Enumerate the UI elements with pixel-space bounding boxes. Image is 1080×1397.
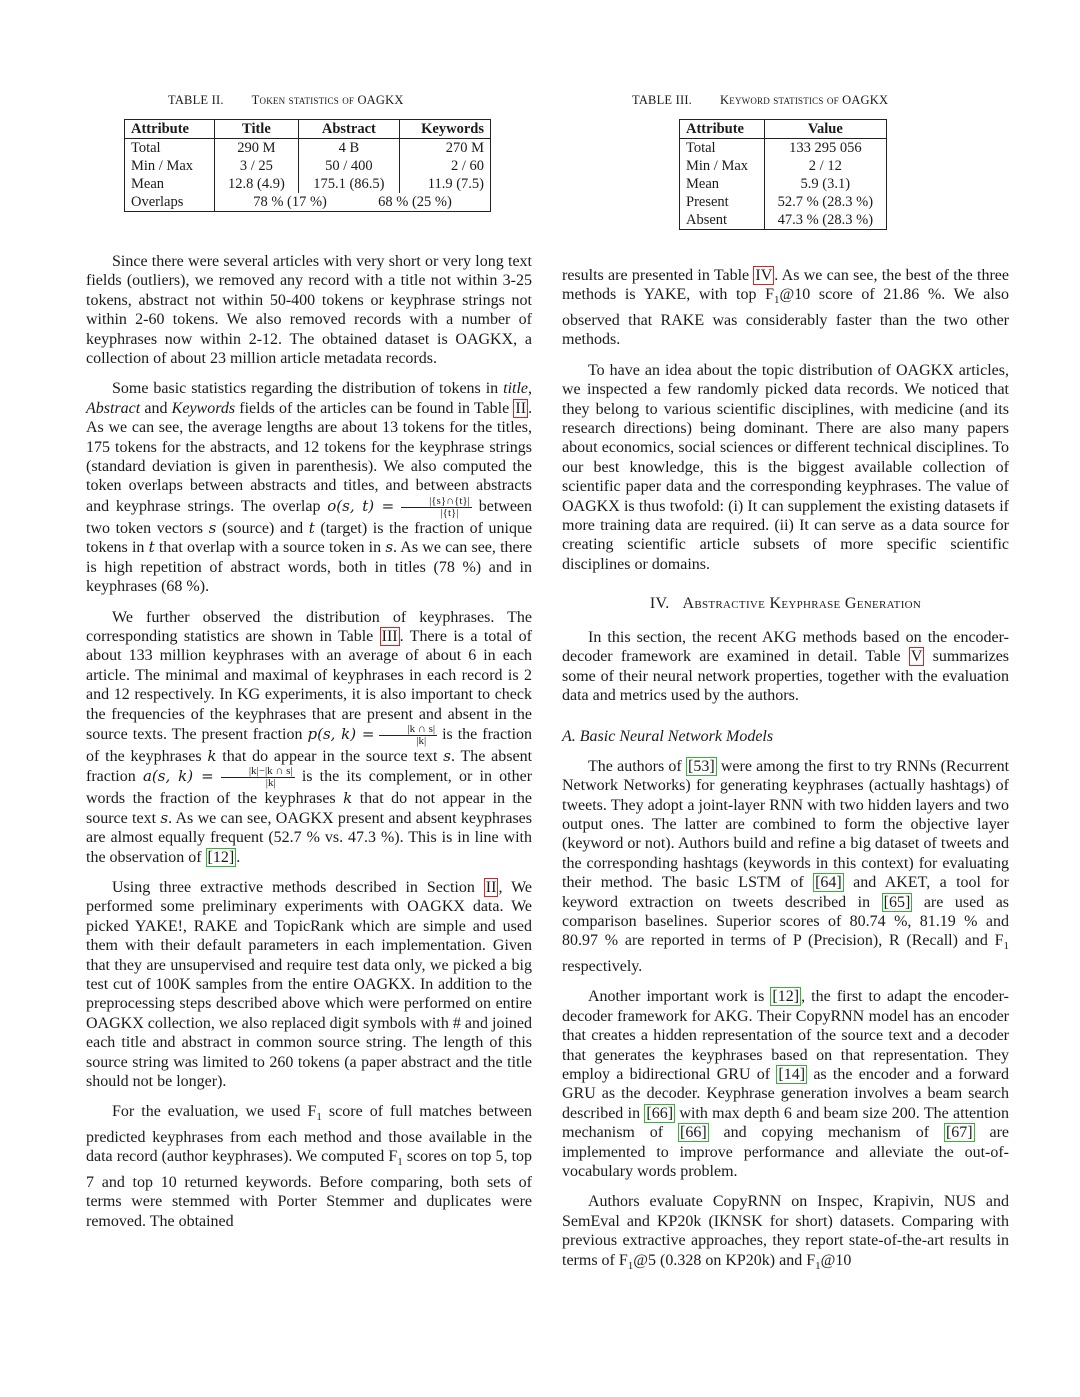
table2 bbox=[124, 119, 491, 212]
table-cell: Total bbox=[125, 139, 215, 158]
table-row bbox=[125, 139, 491, 158]
citation-link[interactable]: [67] bbox=[945, 1124, 973, 1142]
table-row bbox=[125, 157, 491, 175]
paragraph: results are presented in Table IV . As we can see, the best of the three methods is YAKE, with top $F_1@10$ score of 21.86 %. We also observed that RAKE was considerably faster than the two other methods. bbox=[562, 267, 1010, 349]
table2-caption bbox=[168, 93, 404, 108]
table-cell: 175.1 (86.5) bbox=[298, 175, 399, 193]
paragraph: Another important work is [12] , the first to adapt the encoder-decoder framework for AKG. Their CopyRNN model has an encoder that creates a hidden representation of the source text and a decoder that generates the keyphrases based on that representation. They employ a bidirectional GRU of [14] as the encoder and a forward GRU as the decoder. Keyphrase generation involves a beam search described in [66] with max depth 6 and beam size 200. The attention mechanism of [66] and copying mechanism of [67] are implemented to improve performance and alleviate the out-of-vocabulary words problem. bbox=[562, 988, 1010, 1181]
citation-link[interactable]: [12] bbox=[772, 988, 800, 1006]
table-header-row bbox=[125, 120, 491, 139]
table-cell: 2 / 12 bbox=[764, 157, 886, 175]
paragraph: In this section, the recent AKG methods based on the encoder-decoder framework are examined in detail. Table V summarizes some of their neural network properties, together with the evaluation data and metrics used by the authors. bbox=[562, 628, 1010, 704]
table-row bbox=[680, 157, 887, 175]
subsection-heading: A. Basic Neural Network Models bbox=[562, 728, 774, 746]
table-cell: Min / Max bbox=[125, 157, 215, 175]
table-ref-link[interactable]: II bbox=[515, 399, 527, 417]
table3-label: TABLE III. bbox=[632, 93, 693, 107]
table-cell: Overlaps bbox=[125, 193, 215, 212]
table-ref-link[interactable]: III bbox=[381, 627, 398, 645]
table-cell: 52.7 % (28.3 %) bbox=[764, 193, 886, 211]
table-cell: 4 B bbox=[298, 139, 399, 158]
section-ref-link[interactable]: II bbox=[485, 878, 497, 896]
table3-caption bbox=[632, 93, 888, 108]
table-cell-overlaps bbox=[215, 193, 491, 212]
citation-link[interactable]: [12] bbox=[207, 848, 235, 866]
table-cell: 290 M bbox=[215, 139, 299, 158]
paragraph: Some basic statistics regarding the distribution of tokens in title, Abstract and Keywords fields of the articles can be found in Table II . As we can see, the average lengths are about 13 tokens for the titles, 175 tokens for the abstracts, and 12 tokens for the keyphrase strings (standard deviation is given in parenthesis). We also computed the token overlaps between abstracts and titles, and between abstracts and keyphrase strings. The overlap o(s, t) = $\frac{|\{s\}\cap\{t\}|}{|\{t\}|}$ between two token vectors s (source) and t (target) is the fraction of unique tokens in t that overlap with a source token in s. As we can see, there is high repetition of abstract words, both in titles (78 %) and in keyphrases (68 %). bbox=[86, 380, 533, 596]
citation-link[interactable]: [66] bbox=[679, 1124, 707, 1142]
paragraph: Since there were several articles with very short or very long text fields (outliers), we removed any record with a title not within 3-25 tokens, abstract not within 50-400 tokens or keyphrase strings not within 2-60 tokens. We also removed records with a number of keyphrases now within 2-12. The obtained dataset is OAGKX, a collection of about 23 million article metadata records. bbox=[86, 253, 532, 368]
table-cell: 12.8 (4.9) bbox=[215, 175, 299, 193]
table-cell: 2 / 60 bbox=[399, 157, 490, 175]
table2-title: Token statistics of OAGKX bbox=[251, 93, 404, 107]
overlap-title-value: 78 % (17 %) bbox=[253, 194, 327, 210]
citation-link[interactable]: [53] bbox=[687, 757, 715, 775]
citation-link[interactable]: [65] bbox=[883, 893, 911, 911]
table-row bbox=[680, 193, 887, 211]
left-column bbox=[86, 252, 532, 1242]
overlap-fraction: $\frac{|\{s\}\cap\{t\}|}{|\{t\}|}$ bbox=[401, 496, 472, 519]
table-cell: Mean bbox=[680, 175, 765, 193]
paragraph: For the evaluation, we used $F_1$ score of full matches between predicted keyphrases from each method and those available in the data record (author keyphrases). We computed $F_1$ scores on top 5, top 7 and top 10 returned keywords. Before comparing, both sets of terms were stemmed with Porter Stemmer and duplicates were removed. The obtained bbox=[86, 1103, 533, 1230]
table-row bbox=[125, 175, 491, 193]
table-cell: 5.9 (3.1) bbox=[764, 175, 886, 193]
paragraph: We further observed the distribution of keyphrases. The corresponding statistics are shown in Table III . There is a total of about 133 million keyphrases with an average of about 6 in each article. The minimal and maximal of keyphrases in each record is 2 and 12 respectively. In KG experiments, it is also important to check the frequencies of the keyphrases that are present and absent in the source texts. The present fraction p(s, k) = $\frac{|k \cap s|}{|k|}$ is the fraction of the keyphrases k that do appear in the source text s. The absent fraction a(s, k) = $\frac{|k|-|k \cap s|}{|k|}$ is the its complement, or in other words the fraction of the keyphrases k that do not appear in the source text s. As we can see, OAGKX present and absent keyphrases are almost equally frequent (52.7 % vs. 47.3 %). This is in line with the observation of [12] . bbox=[86, 608, 533, 866]
citation-link[interactable]: [64] bbox=[815, 874, 842, 892]
table-cell: 133 295 056 bbox=[764, 139, 886, 158]
right-column bbox=[562, 266, 1009, 1287]
section-heading: IV. Abstractive Keyphrase Generation bbox=[649, 595, 922, 613]
table-ref-link[interactable]: IV bbox=[755, 267, 773, 284]
present-fraction: $\frac{|k \cap s|}{|k|}$ bbox=[379, 724, 437, 747]
table-header: Attribute bbox=[125, 120, 215, 139]
absent-fraction: $\frac{|k|-|k \cap s|}{|k|}$ bbox=[221, 766, 295, 789]
citation-link[interactable]: [66] bbox=[646, 1104, 674, 1122]
table-cell: 3 / 25 bbox=[215, 157, 299, 175]
table-ref-link[interactable]: V bbox=[910, 648, 923, 666]
table-cell: Present bbox=[680, 193, 765, 211]
table-row bbox=[680, 211, 887, 230]
table-cell: Total bbox=[680, 139, 765, 158]
table3 bbox=[679, 119, 887, 230]
overlap-keywords-value: 68 % (25 %) bbox=[378, 194, 452, 210]
table-cell: Absent bbox=[680, 211, 765, 230]
table-header: Value bbox=[764, 120, 886, 139]
table-cell: Min / Max bbox=[680, 157, 765, 175]
citation-link[interactable]: [14] bbox=[778, 1066, 806, 1083]
table-cell: 11.9 (7.5) bbox=[399, 175, 490, 193]
table-cell: Mean bbox=[125, 175, 215, 193]
paragraph: Using three extractive methods described in Section II , We performed some preliminary experiments with OAGKX data. We picked YAKE!, RAKE and TopicRank which are simple and used them with their default parameters in each implementation. Given that they are unsupervised and require test data only, we picked a big test cut of 100K samples from the entire OAGKX. In addition to the preprocessing steps described above which were performed on entire OAGKX collection, we also replaced digit symbols with # and joined each title and abstract in common source string. The length of this source string was limited to 260 tokens (a paper abstract and the title should not be longer). bbox=[86, 878, 533, 1091]
paragraph: The authors of [53] were among the first to try RNNs (Recurrent Network Networks) for generating keyphrases (actually hashtags) of tweets. They adopt a joint-layer RNN with two hidden layers and two output ones. The latter are combined to form the objective layer (keyword or not). Authors build and refine a big dataset of tweets and the corresponding hashtags (keywords in this context) for evaluating their method. The basic LSTM of [64] and AKET, a tool for keyword extraction on tweets described in [65] are used as comparison baselines. Superior scores of 80.74 %, 81.19 % and 80.97 % are reported in terms of P (Precision), R (Recall) and $F_1$ respectively. bbox=[562, 757, 1010, 975]
table-row bbox=[680, 175, 887, 193]
table-header: Attribute bbox=[680, 120, 765, 139]
paragraph: Authors evaluate CopyRNN on Inspec, Krapivin, NUS and SemEval and KP20k (IKNSK for short) datasets. Comparing with previous extractive approaches, they report state-of-the-art results in terms of $F_1@5$ (0.328 on KP20k) and $F_1@10$ bbox=[562, 1193, 1009, 1272]
paragraph: To have an idea about the topic distribution of OAGKX articles, we inspected a few randomly picked data records. We noticed that they belong to various scientific disciplines, with medicine (and its research directions) being dominant. There are also many papers about economics, social sciences or different technical disciplines. To our best knowledge, this is the biggest available collection of scientific paper data and the corresponding keyphrases. The value of OAGKX is thus twofold: (i) It can supplement the existing datasets if more training data are required. (ii) It can serve as a data source for creating scientific article subsets of more specific scientific disciplines or domains. bbox=[562, 361, 1009, 573]
table-header-row bbox=[680, 120, 887, 139]
table-header: Title bbox=[215, 120, 299, 139]
table2-label: TABLE II. bbox=[168, 93, 224, 107]
table-header: Keywords bbox=[399, 120, 490, 139]
table-cell: 47.3 % (28.3 %) bbox=[764, 211, 886, 230]
table3-title: Keyword statistics of OAGKX bbox=[720, 93, 889, 107]
table-row bbox=[125, 193, 491, 212]
table-cell: 50 / 400 bbox=[298, 157, 399, 175]
table-row bbox=[680, 139, 887, 158]
table-cell: 270 M bbox=[399, 139, 490, 158]
table-header: Abstract bbox=[298, 120, 399, 139]
